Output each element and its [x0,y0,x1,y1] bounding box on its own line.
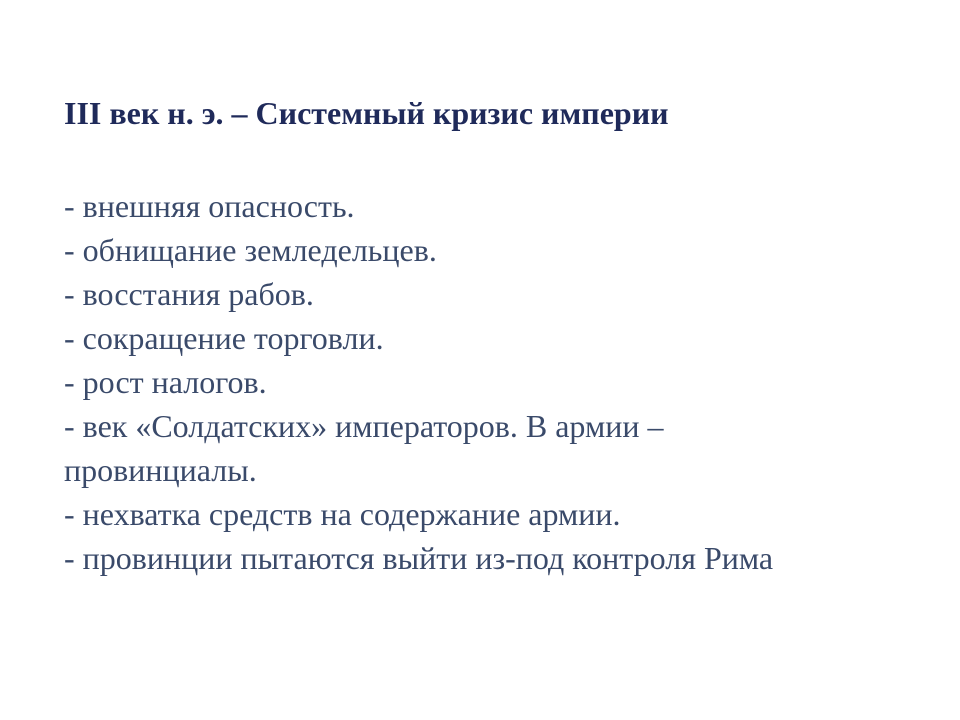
bullet-item: - нехватка средств на содержание армии. [64,496,621,532]
bullet-item: - восстания рабов. [64,276,314,312]
bullet-item: - рост налогов. [64,364,267,400]
slide-title: III век н. э. – Системный кризис империи [64,95,669,131]
bullet-item: - сокращение торговли. [64,320,384,356]
bullet-item-continuation: провинциалы. [64,452,257,488]
bullet-item: - внешняя опасность. [64,188,355,224]
bullet-list [64,184,924,580]
bullet-item: - обнищание земледельцев. [64,232,437,268]
bullet-item: - век «Солдатских» императоров. В армии – [64,408,664,444]
bullet-item: - провинции пытаются выйти из-под контроля Рима [64,540,774,576]
